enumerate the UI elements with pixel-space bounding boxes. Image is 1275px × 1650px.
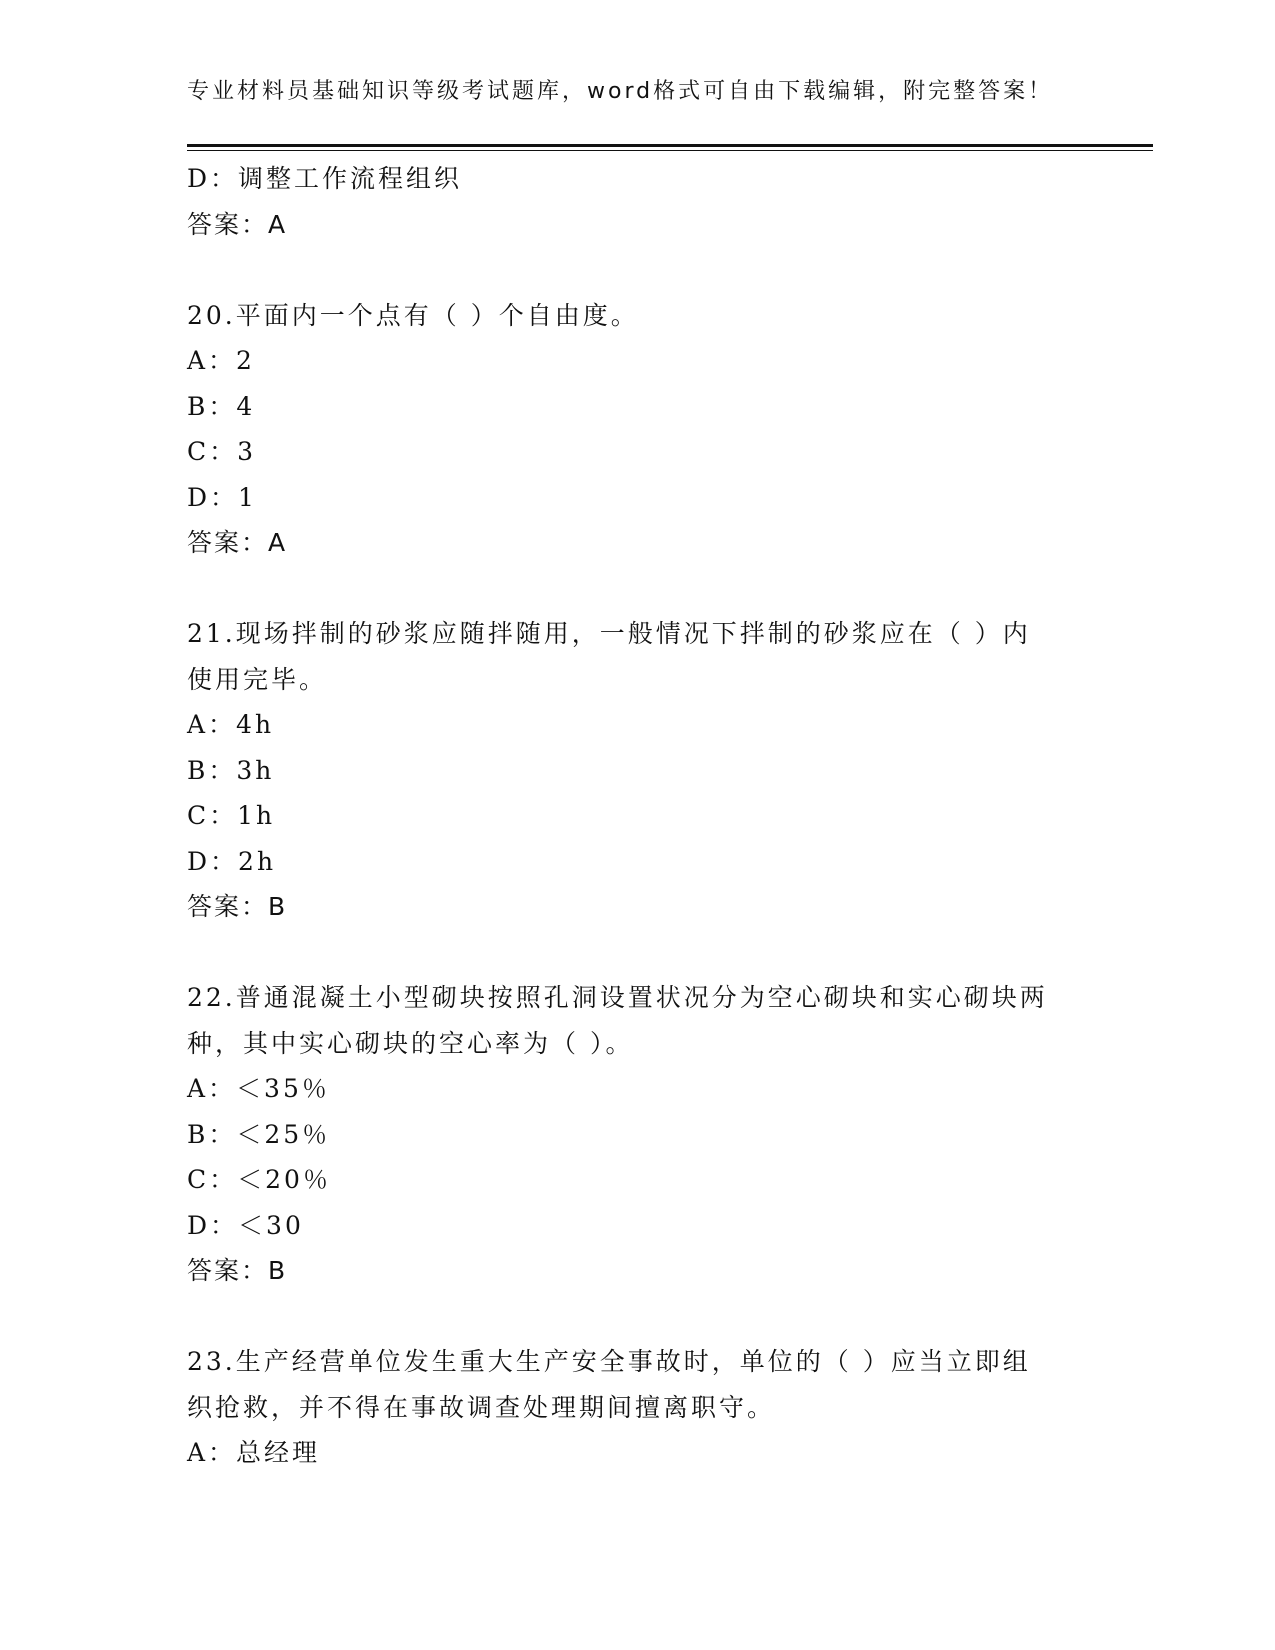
option-d: D：调整工作流程组织 [187,164,463,193]
answer-line: 答案：B [187,1256,288,1285]
document-body [187,156,1087,1476]
question-text: 20.平面内一个点有（ ）个自由度。 [187,300,639,330]
spacer [187,930,1087,976]
option-c: C：1h [187,801,276,830]
answer-line: 答案：A [187,209,288,239]
question-20 [187,293,1087,566]
question-21 [187,611,1087,930]
question-text: 22.普通混凝土小型砌块按照孔洞设置状况分为空心砌块和实心砌块两 [187,983,1048,1012]
answer-line: 答案：A [187,528,288,557]
option-a: A：2 [187,346,255,375]
spacer [187,1294,1087,1340]
option-d: D：＜30 [187,1210,304,1240]
header-divider [187,144,1153,147]
option-b: B：3h [187,755,275,785]
question-text-continued: 织抢救，并不得在事故调查处理期间擅离职守。 [187,1392,776,1422]
option-b: B：＜25％ [187,1119,331,1149]
spacer [187,566,1087,612]
page-header: 专业材料员基础知识等级考试题库，word格式可自由下载编辑，附完整答案！ [187,79,1054,104]
option-d: D：2h [187,846,277,876]
option-a: A：总经理 [187,1438,321,1467]
header-divider-thin [187,150,1153,151]
question-text: 23.生产经营单位发生重大生产安全事故时，单位的（ ）应当立即组 [187,1347,1031,1376]
option-d: D：1 [187,482,257,512]
spacer [187,247,1087,293]
option-c: C：3 [187,437,257,466]
answer-line: 答案：B [187,892,288,921]
option-a: A：4h [187,710,275,739]
option-a: A：＜35％ [187,1074,330,1103]
option-b: B：4 [187,391,256,421]
question-text-continued: 种，其中实心砌块的空心率为（ ）。 [187,1028,634,1058]
option-c: C：＜20％ [187,1165,331,1194]
question-text-continued: 使用完毕。 [187,664,328,694]
question-23 [187,1339,1087,1476]
question-text: 21.现场拌制的砂浆应随拌随用，一般情况下拌制的砂浆应在（ ）内 [187,619,1031,648]
question-22 [187,975,1087,1294]
